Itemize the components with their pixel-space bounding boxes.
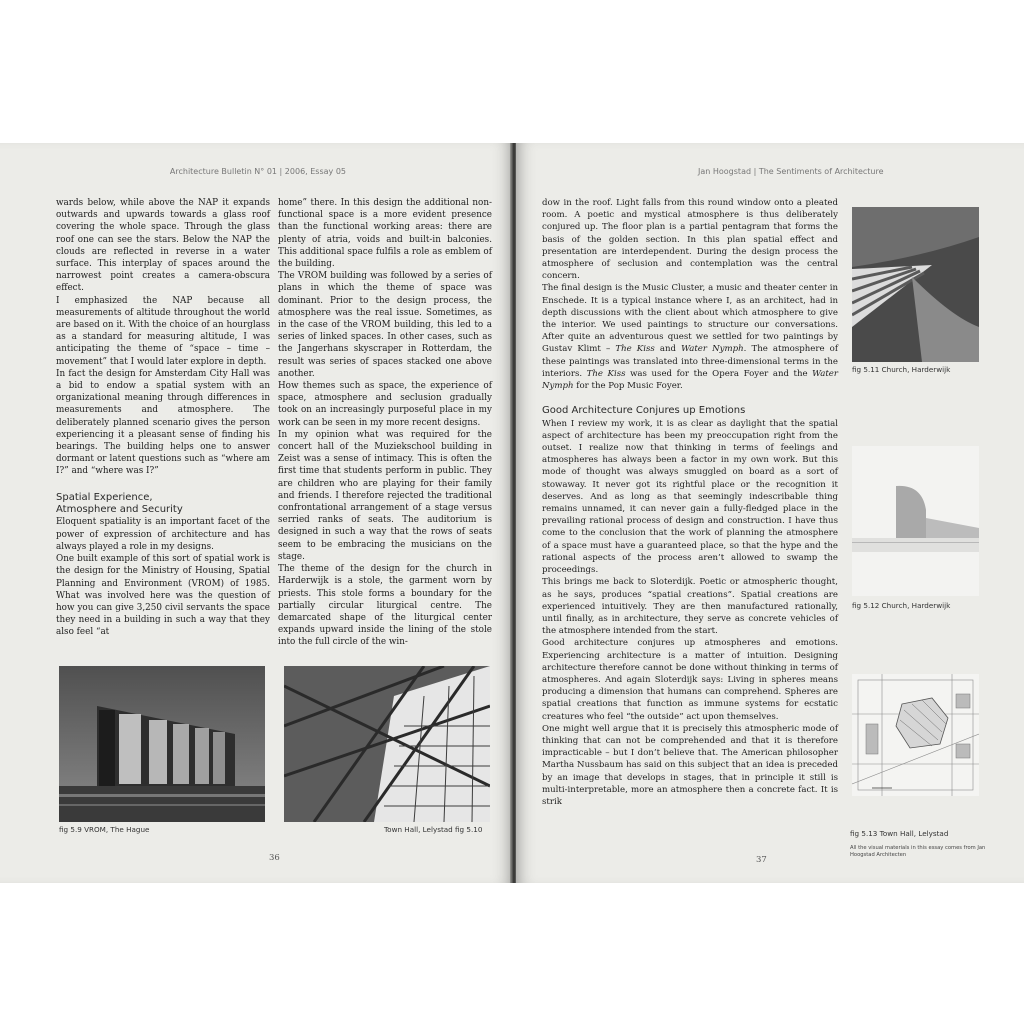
text-run: . The atmosphere of these paintings was translated into three-dimensional terms in the interiors. xyxy=(542,344,838,379)
running-head-right: Jan Hoogstad | The Sentiments of Architecture xyxy=(698,167,884,176)
paragraph: dow in the roof. Light falls from this round window onto a pleated room. A poetic and mystical atmosphere is thus deliberately conjured up. The floor plan is a partial pentagram that forms the basis of the golden section. In this plan spatial effect and presentation are interdependent. During the design process the atmosphere of seclusion and contemplation was the central concern. xyxy=(542,198,838,282)
section-heading xyxy=(56,492,270,517)
left-column-1 xyxy=(56,197,270,639)
section-heading: Good Architecture Conjures up Emotions xyxy=(542,405,746,417)
right-column xyxy=(542,197,838,808)
paragraph: This brings me back to Sloterdijk. Poetic or atmospheric thought, as he says, produces “spatial creations”. Spatial creations are experienced intuitively. They are then manufactured rationally, until finally, as in architecture, they serve as concrete vehicles of the atmosphere intended from the start. xyxy=(542,577,838,637)
town-hall-interior-illustration xyxy=(284,666,490,822)
site-plan-illustration xyxy=(852,674,979,796)
paragraph: The VROM building was followed by a series of plans in which the theme of space was dominant. Prior to the design process, the atmosphere was the real issue. Sometimes, as in the case of the VROM building, this led to a series of linked spaces. In other cases, such as the Jangerhans skyscraper in Rotterdam, the result was series of spaces stacked one above another. xyxy=(278,271,492,379)
text-run: for the Pop Music Foyer. xyxy=(573,381,683,392)
photo-church-harderwijk-interior xyxy=(852,207,979,362)
paragraph: When I review my work, it is as clear as daylight that the spatial aspect of architecture has been my preoccupation right from the outset. I realize now that thinking in terms of feelings and atmospheres has always been a factor in my own work. But this mode of thought was always smuggled on board as a sort of stowaway. It never got its rightful place or the recognition it deserves. And as long as that seemingly indescribable thing remains unnamed, it can never gain a fully-fledged place in the prevailing rational process of design and construction. I have thus come to the conclusion that the work of planning the atmosphere of a space must have a guaranteed place, so that the hype and the rational aspects of the process aren’t allowed to swamp the proceedings. xyxy=(542,418,838,576)
painting-title: The Kiss xyxy=(586,368,626,379)
section-heading-line1: Spatial Experience, xyxy=(56,491,153,503)
site-plan-town-hall-lelystad xyxy=(852,674,979,796)
text-run: The final design is the Music Cluster, a music and theater center in Enschede. It is a typical instance where I, as an architect, had in depth discussions with the client about which atmosphere to give the interior. We used paintings to structure our conversations. After quite an adventurous quest we settled for two paintings by Gustav Klimt – xyxy=(542,283,838,355)
photo-church-harderwijk-exterior xyxy=(852,446,979,596)
page-number-right: 37 xyxy=(756,855,767,865)
paragraph: Eloquent spatiality is an important facet of the power of expression of architecture and has always played a role in my designs. xyxy=(56,517,270,552)
paragraph: home” there. In this design the additional non-functional space is a more evident presence than the functional working areas: there are plenty of atria, voids and built-in balconies. This additional space fulfils a role as emblem of the building. xyxy=(278,198,492,270)
running-head-left: Architecture Bulletin N° 01 | 2006, Essay 05 xyxy=(169,167,346,176)
church-interior-illustration xyxy=(852,207,979,362)
paragraph: In my opinion what was required for the concert hall of the Muziekschool building in Zeist was a sense of intimacy. This is often the first time that students perform in public. They are children who are playing for their family and friends. I therefore rejected the traditional confrontational arrangement of a stage versus serried ranks of seats. The auditorium is designed in such a way that the rows of seats seem to be embracing the musicians on the stage. xyxy=(278,429,492,562)
section-heading-line2: Atmosphere and Security xyxy=(56,504,183,516)
image-credit: All the visual materials in this essay comes from Jan Hoogstad Architecten xyxy=(850,845,986,858)
paragraph: Good architecture conjures up atmospheres and emotions. Experiencing architecture is a matter of intuition. Designing architecture therefore cannot be done without thinking in terms of atmospheres. And again Sloterdijk says: Living in spheres means producing a dimension that humans can comprehend. Spheres are spatial creations that function as immune systems for ecstatic creatures who feel “the outside” act upon themselves. xyxy=(542,638,838,722)
caption-fig-5-11: fig 5.11 Church, Harderwijk xyxy=(852,365,951,374)
page-number-left: 36 xyxy=(269,853,280,863)
painting-title: Water Nymph xyxy=(681,344,744,355)
paragraph xyxy=(542,282,838,392)
paragraph: How themes such as space, the experience of space, atmosphere and seclusion gradually took on an increasingly purposeful place in my work can be seen in my more recent designs. xyxy=(278,381,492,428)
paragraph: In fact the design for Amsterdam City Hall was a bid to endow a spatial system with an organizational meaning through differences in measurements and atmosphere. The deliberately planned scenario gives the person experiencing it a pleasant sense of finding his bearings. The building helps one to answer dormant or latent questions such as “where am I?” and “where was I?” xyxy=(56,368,270,477)
photo-vrom-the-hague xyxy=(59,666,265,822)
left-page xyxy=(0,143,512,883)
text-run: was used for the Opera Foyer and the xyxy=(625,368,813,379)
painting-title: Water Nymph xyxy=(542,368,838,392)
text-run: and xyxy=(654,344,682,355)
church-exterior-illustration xyxy=(852,446,979,596)
vrom-building-illustration xyxy=(59,666,265,822)
paragraph: I emphasized the NAP because all measurements of altitude throughout the world are based on it. With the choice of an hourglass as a standard for measuring altitude, I was anticipating the theme of “space – time – movement” that I would later explore in depth. xyxy=(56,295,270,367)
paragraph: One might well argue that it is precisely this atmospheric mode of thinking that can not be comprehended and that it is therefore impracticable – but I don’t believe that. The American philosopher Martha Nussbaum has said on this subject that an idea is preceded by an image that develops in stages, that in principle it still is multi-interpretable, more an atmosphere then a concrete fact. It is strik xyxy=(542,723,838,807)
paragraph: wards below, while above the NAP it expands outwards and upwards towards a glass roof covering the whole space. Through the glass roof one can see the stars. Below the NAP the clouds are reflected in reverse in a water surface. This interplay of spaces around the narrowest point creates a camera-obscura effect. xyxy=(56,198,270,294)
caption-fig-5-9: fig 5.9 VROM, The Hague xyxy=(59,825,150,834)
paragraph: One built example of this sort of spatial work is the design for the Ministry of Housing, Spatial Planning and Environment (VROM) of 1985. What was involved here was the question of how you can give 3,250 civil servants the space they need in a building in such a way that they also feel “at xyxy=(56,554,270,638)
right-page xyxy=(516,143,1024,883)
caption-fig-5-13: fig 5.13 Town Hall, Lelystad xyxy=(850,829,949,838)
painting-title: The Kiss xyxy=(615,344,655,355)
photo-town-hall-lelystad xyxy=(284,666,490,822)
paragraph: The theme of the design for the church in Harderwijk is a stole, the garment worn by priests. This stole forms a boundary for the partially circular liturgical centre. The demarcated shape of the liturgical center expands upward inside the lining of the stole into the full circle of the win- xyxy=(278,564,492,648)
caption-fig-5-12: fig 5.12 Church, Harderwijk xyxy=(852,601,951,610)
open-book-spread xyxy=(0,143,1024,883)
caption-fig-5-10: Town Hall, Lelystad fig 5.10 xyxy=(384,825,483,834)
left-column-2 xyxy=(278,197,492,649)
